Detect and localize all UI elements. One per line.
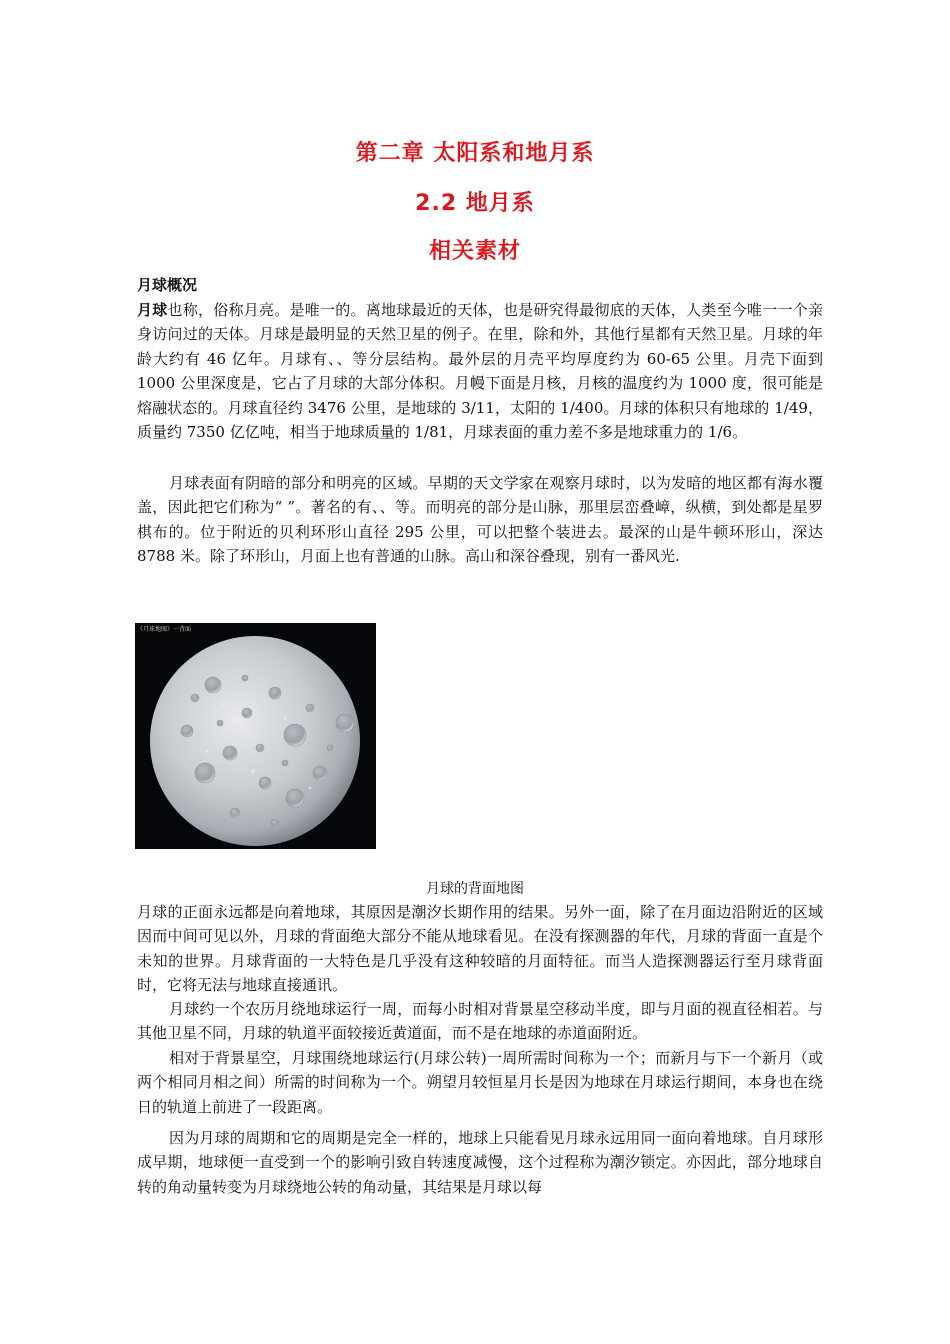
- moon-globe-illustration: [135, 623, 376, 849]
- image-tag: 《月球地图》一背面: [137, 626, 192, 633]
- paragraph-month: 相对于背景星空，月球围绕地球运行(月球公转)一周所需时间称为一个；而新月与下一个新月（或两个相同月相之间）所需的时间称为一个。朔望月较恒星月长是因为地球在月球运行期间，本身也在绕日的轨道上前进了一段距离。: [137, 1049, 823, 1116]
- paragraph-moon-overview-text: 也称，俗称月亮。是唯一的。离地球最近的天体，也是研究得最彻底的天体，人类至今唯一一个亲身访问过的天体。月球是最明显的天然卫星的例子。在里，除和外，其他行星都有天然卫星。月球的年龄大约有 46 亿年。月球有、、等分层结构。最外层的月壳平均厚度约为 60-65 公里。月壳下面到 1000 公里深度是，它占了月球的大部分体积。月幔下面是月核，月核的温度约为 1000 度，很可能是熔融状态的。月球直径约 3476 公里，是地球的 3/11，太阳的 1/400。月球的体积只有地球的 1/49，质量约 7350 亿亿吨，相当于地球质量的 1/81，月球表面的重力差不多是地球重力的 1/6。: [137, 301, 823, 442]
- paragraph-moon-surface: 月球表面有阴暗的部分和明亮的区域。早期的天文学家在观察月球时，以为发暗的地区都有海水覆盖，因此把它们称为“ ”。著名的有、、等。而明亮的部分是山脉，那里层峦叠嶂，纵横，到处都是星罗棋布的。位于附近的贝利环形山直径 295 公里，可以把整个装进去。最深的山是牛顿环形山，深达 8788 米。除了环形山，月面上也有普通的山脉。高山和深谷叠现，别有一番风光.: [137, 474, 823, 566]
- chapter-title: 第二章 太阳系和地月系: [355, 141, 595, 166]
- paragraph-tidal-locking: 因为月球的周期和它的周期是完全一样的，地球上只能看见月球永远用同一面向着地球。自月球形成早期，地球便一直受到一个的影响引致自转速度减慢，这个过程称为潮汐锁定。亦因此，部分地球自转的角动量转变为月球绕地公转的角动量，其结果是月球以每: [137, 1129, 823, 1196]
- paragraph-orbit: 月球约一个农历月绕地球运行一周，而每小时相对背景星空移动半度，即与月面的视直径相若。与其他卫星不同，月球的轨道平面较接近黄道面，而不是在地球的赤道面附近。: [137, 1000, 823, 1043]
- moon-overview-heading: 月球概况: [137, 276, 198, 294]
- paragraph-moon-overview: [137, 298, 823, 444]
- paragraph-far-side: 月球的正面永远都是向着地球，其原因是潮汐长期作用的结果。另外一面，除了在月面边沿附近的区域因而中间可见以外，月球的背面绝大部分不能从地球看见。在没有探测器的年代，月球的背面一直是个未知的世界。月球背面的一大特色是几乎没有这种较暗的月面特征。而当人造探测器运行至月球背面时，它将无法与地球直接通讯。: [137, 903, 823, 995]
- moon-term: 月球: [137, 301, 168, 319]
- figure-caption: 月球的背面地图: [426, 881, 524, 897]
- material-title: 相关素材: [428, 239, 521, 264]
- section-title: 2.2 地月系: [415, 191, 535, 216]
- moon-far-side-image: [135, 623, 376, 849]
